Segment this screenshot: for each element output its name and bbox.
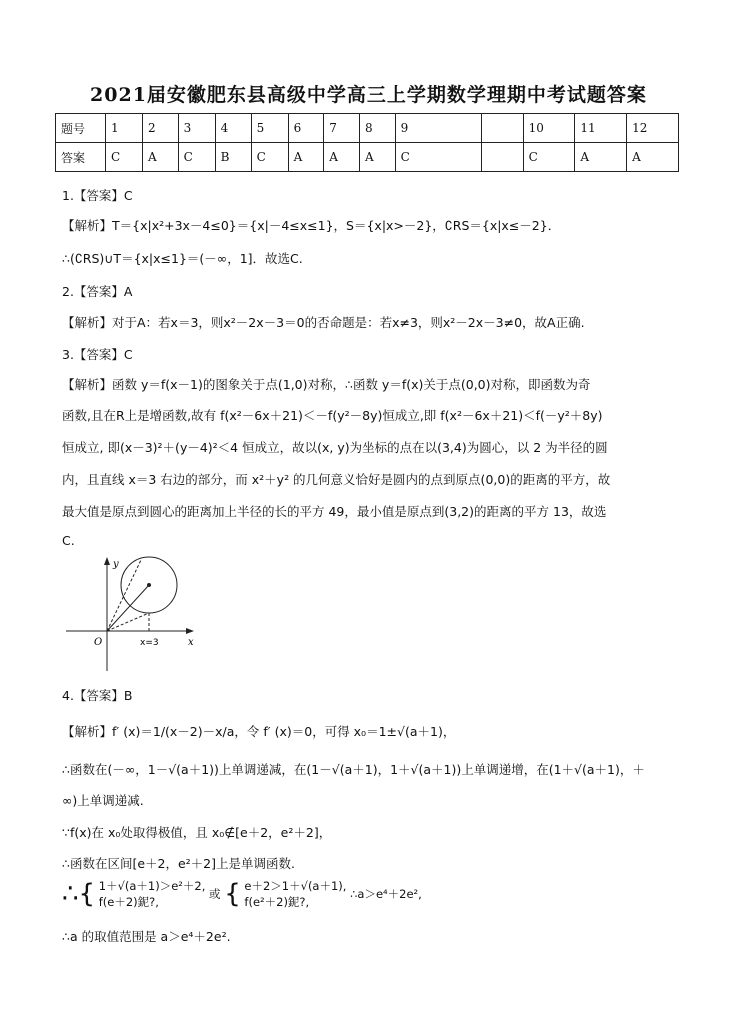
origin-label: O <box>94 637 103 648</box>
table-cell: B <box>215 143 251 172</box>
analysis-text-3d: 内，且直线 x＝3 右边的部分，而 x²＋y² 的几何意义恰好是圆内的点到原点(0,0)的距离的平方，故 <box>62 472 611 487</box>
table-cell: 12 <box>627 114 679 143</box>
left-brace-1: ∴{ <box>62 879 96 909</box>
system-conditions <box>62 878 422 910</box>
table-row-question-numbers <box>56 114 679 143</box>
table-cell: 8 <box>359 114 395 143</box>
analysis-text-4b: ∴函数在(－∞，1－√(a＋1))上单调递减，在(1－√(a＋1)，1＋√(a＋1))上单调递增，在(1＋√(a＋1)，＋ <box>62 762 645 777</box>
table-cell: C <box>251 143 288 172</box>
analysis-text-3c: 恒成立, 即(x－3)²＋(y－4)²＜4 恒成立，故以(x, y)为坐标的点在以(3,4)为圆心，以 2 为半径的圆 <box>62 440 608 455</box>
table-cell: 6 <box>288 114 324 143</box>
answer-table <box>55 113 679 172</box>
table-cell <box>481 114 523 143</box>
table-row-answers <box>56 143 679 172</box>
table-cell: 7 <box>324 114 360 143</box>
table-cell: A <box>142 143 178 172</box>
table-cell: C <box>106 143 143 172</box>
answer-heading-2: 2.【答案】A <box>62 284 133 299</box>
analysis-text-1b: ∴(∁RS)∪T＝{x|x≤1}＝(－∞，1]．故选C. <box>62 251 303 266</box>
condition-set-2 <box>244 878 346 910</box>
table-cell: C <box>178 143 215 172</box>
or-word: 或 <box>209 887 221 901</box>
analysis-text-4a: 【解析】f′ (x)＝1/(x－2)－x/a，令 f′ (x)＝0，可得 x₀＝1±√(a＋1)， <box>62 724 456 739</box>
condition-1a: 1＋√(a＋1)＞e²＋2, <box>98 879 206 893</box>
table-cell: A <box>575 143 627 172</box>
x-axis-label: x <box>188 637 194 648</box>
table-cell: 1 <box>106 114 143 143</box>
analysis-text-4e: ∴函数在区间[e＋2，e²＋2]上是单调函数. <box>62 856 295 871</box>
condition-1b: f(e＋2)鈮?, <box>98 895 159 909</box>
table-cell <box>481 143 523 172</box>
analysis-text-4c: ∞)上单调递减. <box>62 793 144 808</box>
table-cell: 11 <box>575 114 627 143</box>
condition-result: ∴a＞e⁴＋2e², <box>350 887 422 901</box>
analysis-text-3a: 【解析】函数 y＝f(x－1)的图象关于点(1,0)对称，∴函数 y＝f(x)关于点(0,0)对称，即函数为奇 <box>62 377 591 392</box>
table-cell: C <box>395 143 481 172</box>
analysis-text-4f: ∴a 的取值范围是 a＞e⁴＋2e². <box>62 929 231 944</box>
answer-heading-3: 3.【答案】C <box>62 347 133 362</box>
page-title: 2021届安徽肥东县高级中学高三上学期数学理期中考试题答案 <box>90 84 647 106</box>
table-cell: 10 <box>523 114 575 143</box>
analysis-text-2: 【解析】对于A：若x＝3，则x²－2x－3＝0的否命题是：若x≠3，则x²－2x－3≠0，故A正确. <box>62 315 585 330</box>
table-cell: A <box>627 143 679 172</box>
table-cell: A <box>324 143 360 172</box>
analysis-text-4d: ∵f(x)在 x₀处取得极值，且 x₀∉[e＋2，e²＋2]， <box>62 825 332 840</box>
table-cell: C <box>523 143 575 172</box>
coordinate-figure <box>62 555 202 673</box>
table-cell: A <box>359 143 395 172</box>
table-cell: A <box>288 143 324 172</box>
table-cell: 题号 <box>56 114 106 143</box>
condition-2b: f(e²＋2)鈮?, <box>244 895 310 909</box>
table-cell: 5 <box>251 114 288 143</box>
condition-set-1 <box>99 878 206 910</box>
table-cell: 2 <box>142 114 178 143</box>
condition-2a: e＋2＞1＋√(a＋1), <box>244 879 347 893</box>
left-brace-2: { <box>224 879 241 909</box>
analysis-text-3e: 最大值是原点到圆心的距离加上半径的长的平方 49，最小值是原点到(3,2)的距离的平方 13，故选 <box>62 504 607 519</box>
table-cell: 9 <box>395 114 481 143</box>
answer-heading-1: 1.【答案】C <box>62 188 133 203</box>
table-cell: 答案 <box>56 143 106 172</box>
analysis-text-3f: C. <box>62 533 75 548</box>
analysis-text-3b: 函数,且在R上是增函数,故有 f(x²－6x＋21)＜－f(y²－8y)恒成立,即 f(x²－6x＋21)＜f(－y²＋8y) <box>62 408 603 423</box>
answer-heading-4: 4.【答案】B <box>62 688 133 703</box>
line-x3-label: x=3 <box>140 638 159 648</box>
y-axis-label: y <box>113 559 119 570</box>
table-cell: 4 <box>215 114 251 143</box>
analysis-text-1a: 【解析】T＝{x|x²+3x－4≤0}＝{x|－4≤x≤1}，S＝{x|x>－2}，∁RS＝{x|x≤－2}． <box>62 218 561 233</box>
table-cell: 3 <box>178 114 215 143</box>
